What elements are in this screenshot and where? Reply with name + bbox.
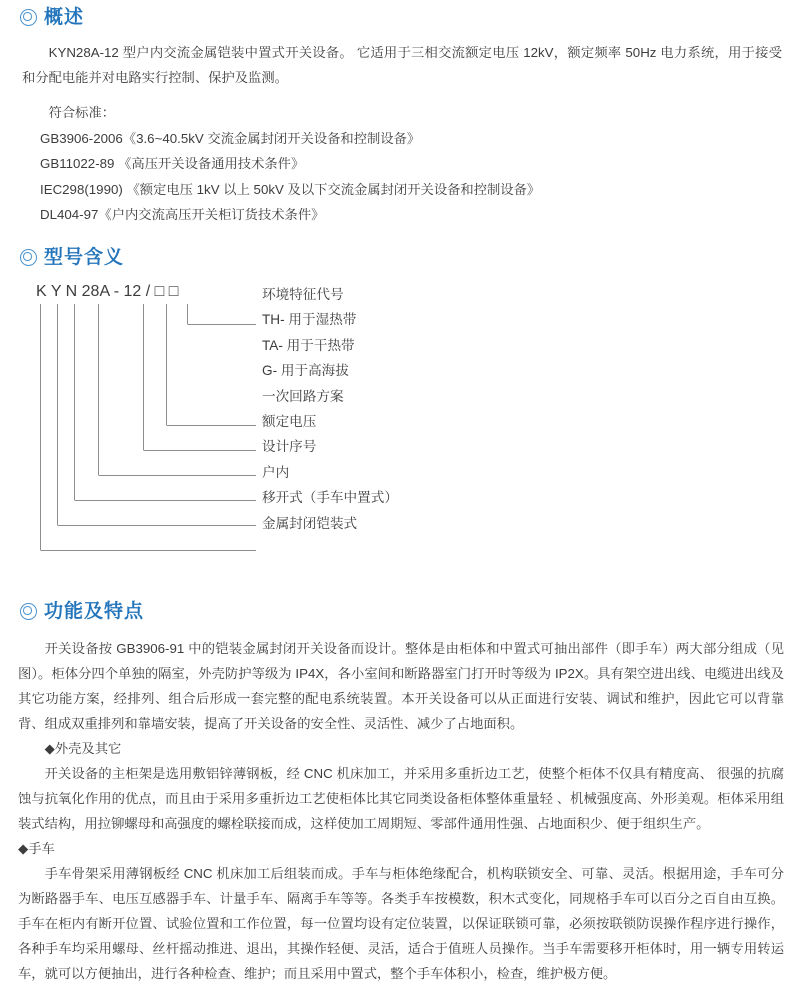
model-label: G- 用于高海拔 <box>262 363 349 379</box>
subheading-enclosure: ◆外壳及其它 <box>44 741 122 756</box>
list-item: DL404-97《户内交流高压开关柜订货技术条件》 <box>40 207 325 222</box>
model-label: 一次回路方案 <box>262 388 344 404</box>
section-heading-overview-label: 概述 <box>44 7 85 28</box>
model-label: 设计序号 <box>262 439 317 455</box>
model-label: 户内 <box>262 464 290 480</box>
features-intro-paragraph: 开关设备按 GB3906-91 中的铠装金属封闭开关设备而设计。整体是由柜体和中置式可抽出部件（即手车）两大部分组成（见图）。柜体分四个单独的隔室，外壳防护等级为 IP4X，各小室间和断路器室门打开时等级为 IP2X。具有架空进出线、电缆进出线及其它功能方案，经排列、组合后形成一套完整的配电系统装置。本开关设备可以从正面进行安装、调试和维护，因此它可以背靠背、组成双重排列和靠墙安装，提高了开关设备的安全性、灵活性、减少了占地面积。 <box>18 641 784 731</box>
double-circle-icon <box>20 603 37 620</box>
section-heading-model <box>20 248 124 267</box>
subheading-trolley: ◆手车 <box>18 841 55 856</box>
list-item: IEC298(1990) 《额定电压 1kV 以上 50kV 及以下交流金属封闭开关设备和控制设备》 <box>40 181 541 197</box>
model-label: 移开式（手车中置式） <box>262 490 398 506</box>
list-item: GB11022-89 《高压开关设备通用技术条件》 <box>40 156 305 171</box>
standards-list <box>22 126 622 228</box>
model-label-column <box>262 282 398 536</box>
list-item: GB3906-2006《3.6~40.5kV 交流金属封闭开关设备和控制设备》 <box>40 130 421 146</box>
double-circle-icon <box>20 249 37 266</box>
standards-block <box>22 100 622 228</box>
section-heading-features <box>20 602 144 621</box>
model-label: TH- 用于湿热带 <box>262 312 357 328</box>
section-heading-features-label: 功能及特点 <box>44 601 145 622</box>
model-leader-lines <box>0 282 800 582</box>
enclosure-paragraph: 开关设备的主柜架是选用敷铝锌薄钢板，经 CNC 机床加工，并采用多重折边工艺，使整个柜体不仅具有精度高、 很强的抗腐蚀与抗氧化作用的优点，而且由于采用多重折边工艺使柜体比其它同类设备柜体整体重量轻 、机械强度高、外形美观。柜体采用组装式结构，用拉铆螺母和高强度的螺栓联接而成，这样使加工周期短、零部件通用性强、占地面积少、便于组织生产。 <box>18 766 784 831</box>
section-heading-overview <box>20 8 84 27</box>
model-label: 金属封闭铠装式 <box>262 515 358 531</box>
model-label: TA- 用于干热带 <box>262 337 355 353</box>
model-code-text: K Y N 28A - 12 / □ □ <box>36 283 179 300</box>
model-label: 额定电压 <box>262 413 317 429</box>
model-label: 环境特征代号 <box>262 287 344 302</box>
section-heading-model-label: 型号含义 <box>44 247 125 268</box>
standards-label: 符合标准： <box>48 105 116 120</box>
features-body <box>18 636 784 986</box>
trolley-paragraph: 手车骨架采用薄钢板经 CNC 机床加工后组装而成。手车与柜体绝缘配合，机构联锁安全、可靠、灵活。根据用途，手车可分为断路器手车、电压互感器手车、计量手车、隔离手车等等。各类手车按模数，积木式变化，同规格手车可以百分之百自由互换。手车在柜内有断开位置、试验位置和工作位置，每一位置均设有定位装置，以保证联锁可靠，必须按联锁防误操作程序进行操作，各种手车均采用螺母、丝杆摇动推进、退出，其操作轻便、灵活，适合于值班人员操作。当手车需要移开柜体时，用一辆专用转运车，就可以方便抽出，进行各种检查、维护；而且采用中置式，整个手车体积小，检查，维护极方便。 <box>18 866 784 981</box>
overview-intro-block <box>22 40 782 90</box>
model-designation-diagram <box>0 282 800 582</box>
double-circle-icon <box>20 9 37 26</box>
overview-intro-paragraph: KYN28A-12 型户内交流金属铠装中置式开关设备。 它适用于三相交流额定电压 12kV，额定频率 50Hz 电力系统，用于接受和分配电能并对电路实行控制、保护及监测。 <box>22 45 782 85</box>
